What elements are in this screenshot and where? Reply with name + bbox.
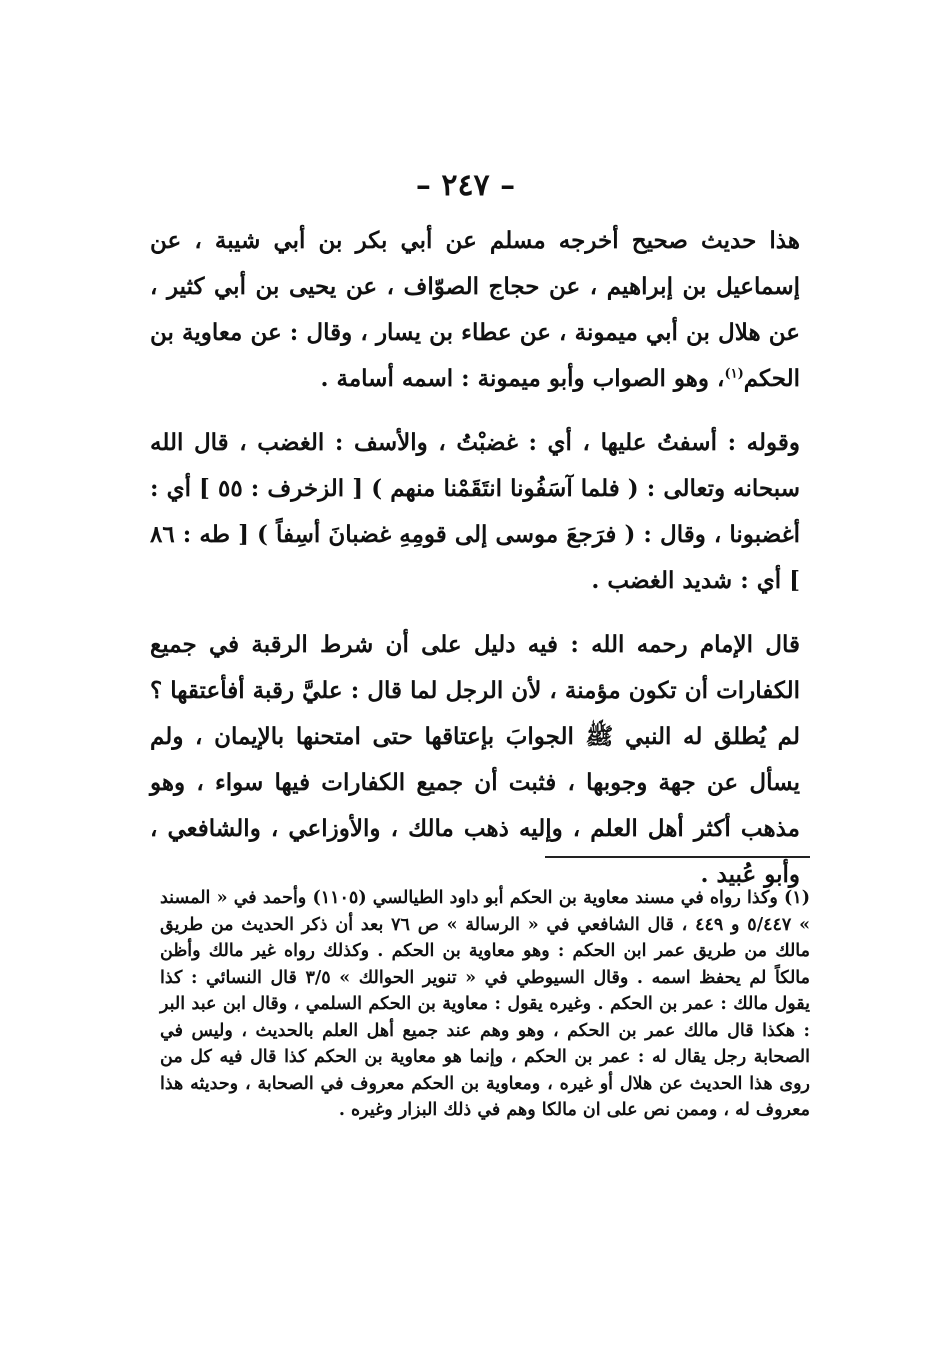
paragraph-ruling: قال الإمام رحمه الله : فيه دليل على أن شرط الرقبة في جميع الكفارات أن تكون مؤمنة ، لأن الرجل لما قال : عليَّ رقبة أفأعتقها ؟ لم يُطلق له النبي ﷺ الجوابَ بإعتاقها حتى امتحنها بالإيمان ، ولم يسأل عن جهة وجوبها ، فثبت أن جميع الكفارات فيها سواء ، وهو مذهب أكثر أهل العلم ، وإليه ذهب مالك ، والأوزاعي ، والشافعي ، وأبو عُبيد . <box>150 631 800 888</box>
footnote <box>160 885 810 1124</box>
footnote-text: (١) وكذا رواه في مسند معاوية بن الحكم أبو داود الطيالسي (١١٠٥) وأحمد في « المسند » ٥/٤٤٧ و ٤٤٩ ، قال الشافعي في « الرسالة » ص ٧٦ بعد أن ذكر الحديث من طريق مالك من طريق عمر ابن الحكم : وهو معاوية بن الحكم . وكذلك رواه غير مالك وأظن مالكاً لم يحفظ اسمه . وقال السيوطي في « تنوير الحوالك » ٣/٥ قال النسائي : كذا يقول مالك : عمر بن الحكم . وغيره يقول : معاوية بن الحكم السلمي ، وقال ابن عبد البر : هكذا قال مالك عمر بن الحكم ، وهو وهم عند جميع أهل العلم بالحديث ، وليس في الصحابة رجل يقال له : عمر بن الحكم ، وإنما هو معاوية بن الحكم كذا قال فيه كل من روى هذا الحديث عن هلال أو غيره ، ومعاوية بن الحكم معروف في الصحابة ، وحديثه هذا معروف له ، وممن نص على ان مالكا وهم في ذلك البزار وغيره . <box>160 888 811 1120</box>
page-number: – ٢٤٧ – <box>415 168 516 203</box>
paragraph-hadith-source-text: هذا حديث صحيح أخرجه مسلم عن أبي بكر بن أبي شيبة ، عن إسماعيل بن إبراهيم ، عن حجاج الصوّاف ، عن يحيى بن أبي كثير ، عن هلال بن أبي ميمونة ، عن عطاء بن يسار ، وقال : عن معاوية بن الحكم <box>150 227 800 392</box>
paragraph-hadith-source <box>150 218 800 402</box>
main-text <box>150 218 800 916</box>
paragraph-word-explanation: وقوله : أسفتُ عليها ، أي : غضبْتُ ، والأسف : الغضب ، قال الله سبحانه وتعالى : ( فلما آسَفُونا انتَقَمْنا منهم ) [ الزخرف : ٥٥ ] أي : أغضبونا ، وقال : ( فرَجعَ موسى إلى قومِهِ غضبانَ أسِفاً ) [ طه : ٨٦ ] أي : شديد الغضب . <box>150 429 800 594</box>
footnote-marker: (١) <box>724 366 744 382</box>
paragraph-hadith-source-text-end: ، وهو الصواب وأبو ميمونة : اسمه أسامة . <box>320 365 725 392</box>
footnote-divider <box>545 856 810 858</box>
